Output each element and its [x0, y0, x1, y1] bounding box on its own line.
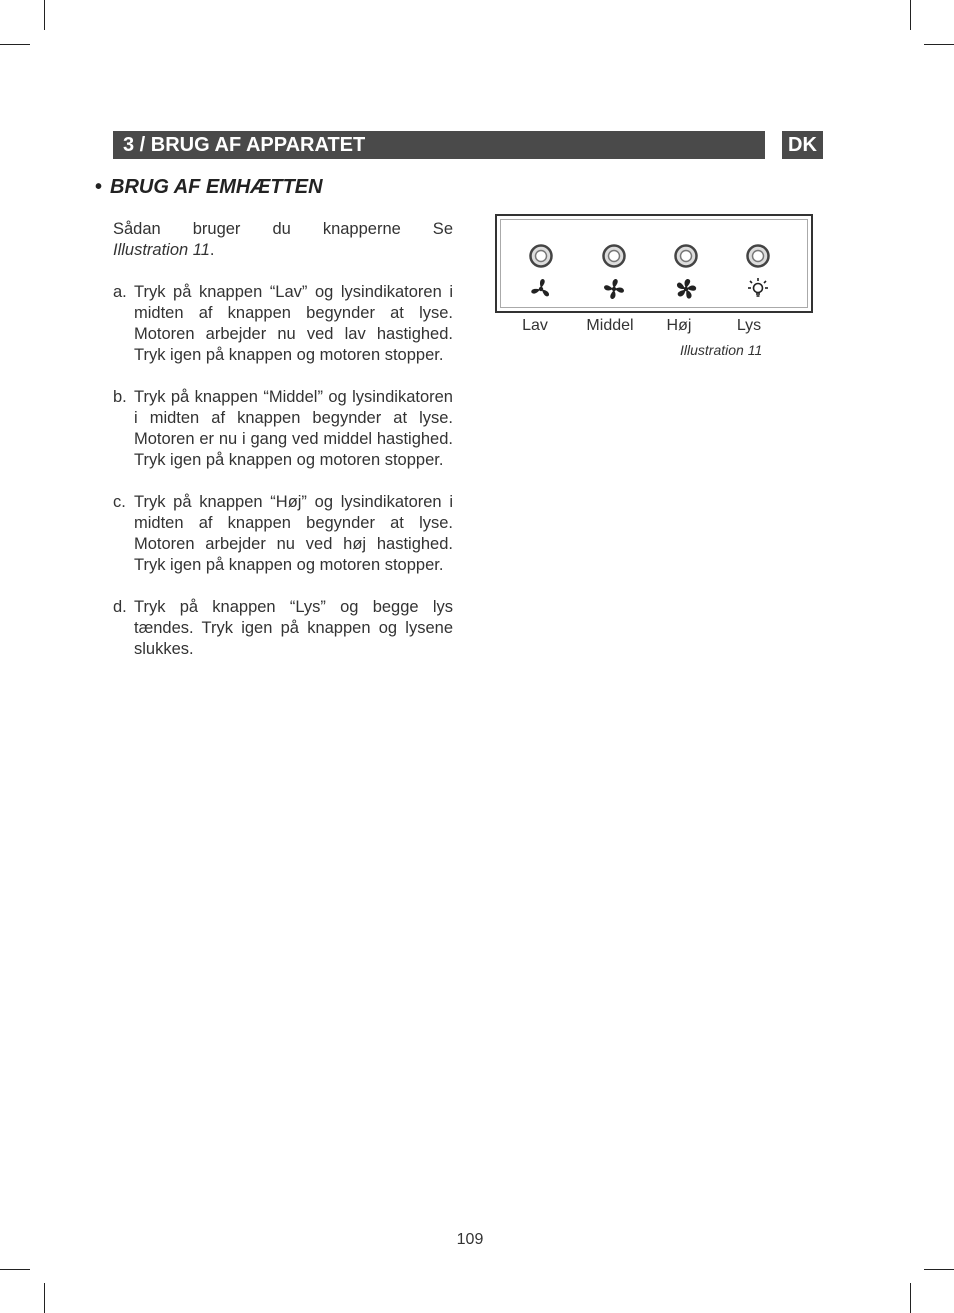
intro-period: .	[209, 241, 215, 259]
crop-mark	[44, 0, 45, 30]
button-label-low: Lav	[522, 317, 548, 334]
step-item	[113, 492, 453, 576]
illustration-reference: Illustration 11	[113, 241, 210, 259]
page-number: 109	[456, 1231, 484, 1248]
intro-reference	[113, 240, 453, 261]
step-marker: d.	[113, 598, 127, 616]
step-marker: a.	[113, 283, 127, 301]
button-label-medium: Middel	[586, 317, 634, 334]
step-text: Tryk på knappen “Middel” og lysindikatoren i midten af knappen begynder at lyse. Motoren er nu i gang ved middel hastighed. Tryk igen på knappen og motoren stopper.	[134, 388, 453, 469]
crop-mark	[924, 1269, 954, 1270]
indicator-ring-medium	[604, 246, 625, 267]
fan-low-icon	[530, 279, 550, 297]
intro-line: Sådan bruger du knapperne Se	[113, 220, 453, 238]
fan-medium-icon	[604, 279, 624, 299]
subheading-title: BRUG AF EMHÆTTEN	[110, 176, 323, 198]
step-item	[113, 282, 453, 366]
button-label-light: Lys	[736, 317, 762, 334]
step-marker: b.	[113, 388, 127, 406]
crop-mark	[0, 44, 30, 45]
instructions	[113, 219, 453, 681]
indicator-ring-light	[748, 246, 769, 267]
light-bulb-icon	[748, 278, 768, 296]
fan-high-icon	[676, 279, 697, 300]
step-text: Tryk på knappen “Høj” og lysindikatoren i midten af knappen begynder at lyse. Motoren arbejder nu ved høj hastighed. Tryk igen på knappen og motoren stopper.	[134, 493, 453, 574]
crop-mark	[910, 0, 911, 30]
indicator-ring-high	[676, 246, 697, 267]
step-item	[113, 597, 453, 660]
step-marker: c.	[113, 493, 126, 511]
section-title-bar	[113, 131, 765, 159]
step-item	[113, 387, 453, 471]
step-text: Tryk på knappen “Lav” og lysindikatoren i midten af knappen begynder at lyse. Motoren arbejder nu ved lav hastighed. Tryk igen på knappen og motoren stopper.	[134, 283, 453, 364]
language-badge: DK	[782, 131, 823, 159]
crop-mark	[44, 1283, 45, 1313]
indicator-ring-low	[531, 246, 552, 267]
crop-mark	[910, 1283, 911, 1313]
control-panel-illustration	[495, 214, 813, 313]
crop-mark	[924, 44, 954, 45]
bullet: •	[95, 176, 103, 198]
crop-mark	[0, 1269, 30, 1270]
button-label-high: Høj	[666, 317, 692, 334]
step-text: Tryk på knappen “Lys” og begge lys tændes. Tryk igen på knappen og lysene slukkes.	[134, 598, 453, 658]
subheading	[95, 176, 323, 199]
illustration-caption: Illustration 11	[680, 342, 763, 358]
section-title: 3 / BRUG AF APPARATET	[123, 134, 366, 156]
